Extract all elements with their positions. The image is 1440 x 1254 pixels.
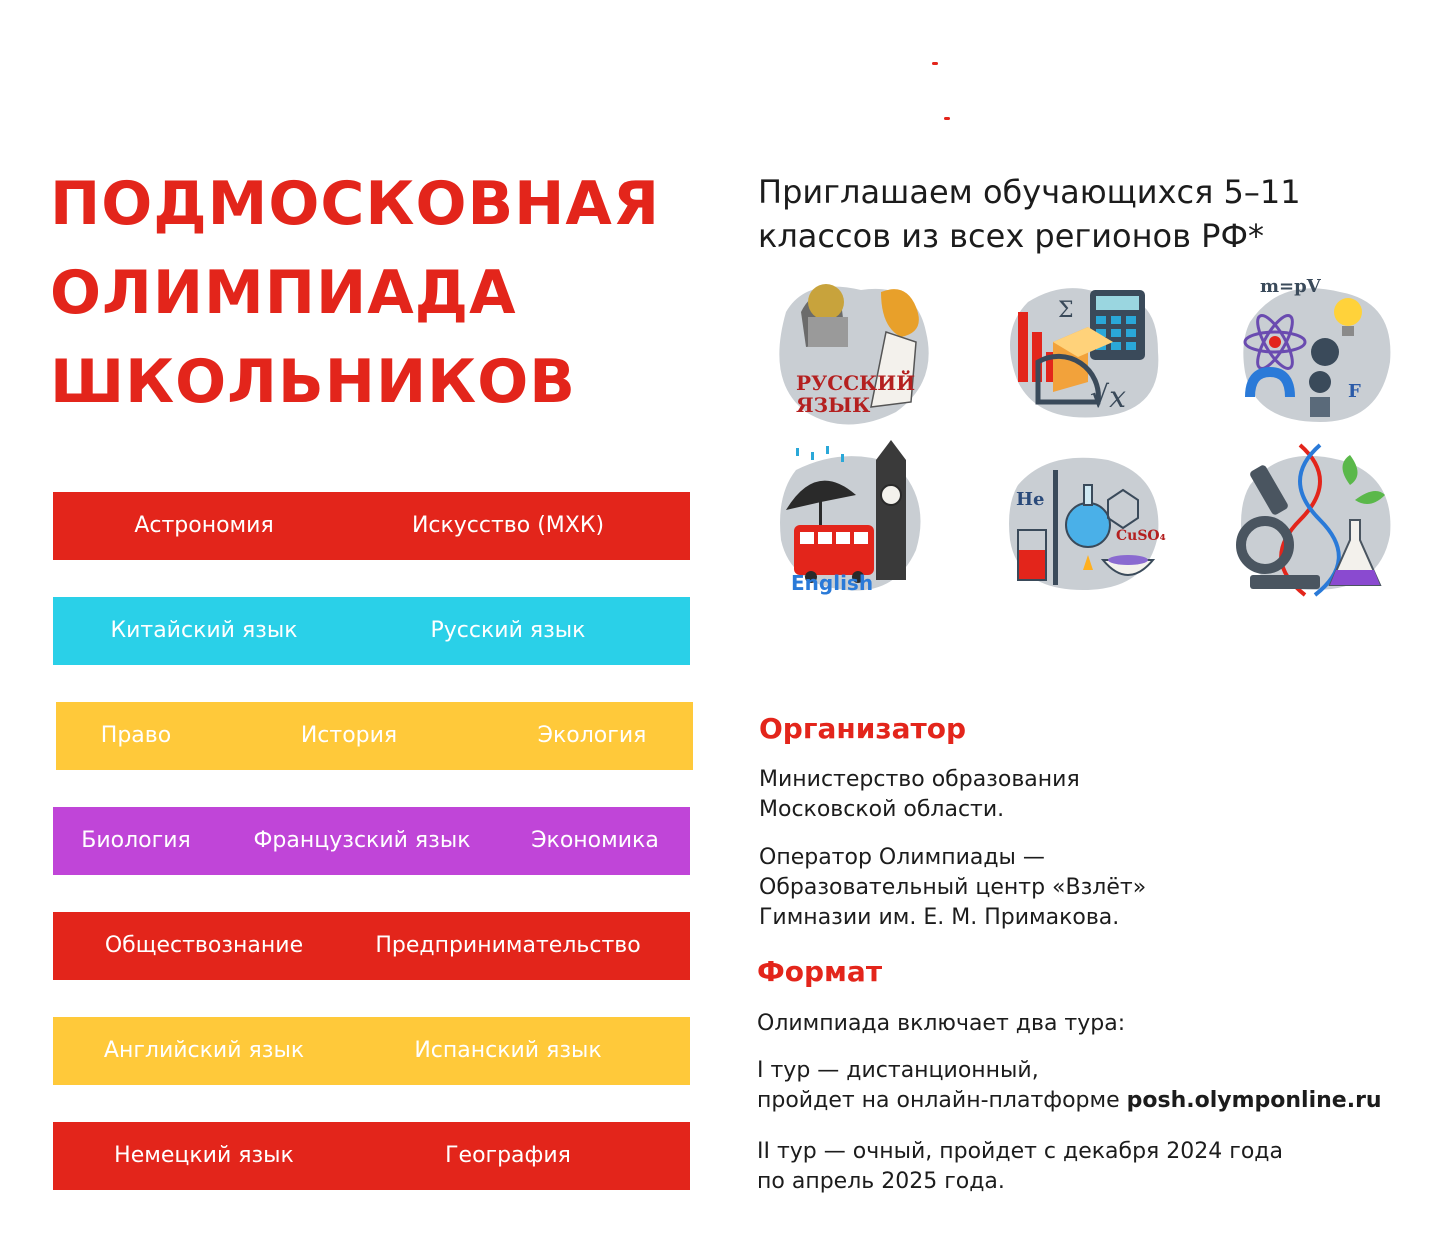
subject-label: Немецкий язык <box>114 1143 294 1168</box>
page-title <box>50 160 730 427</box>
subject-bar-2 <box>53 597 690 665</box>
subject-bar-7 <box>53 1122 690 1190</box>
subject-bar-6 <box>53 1017 690 1085</box>
subject-label: Экология <box>537 723 647 748</box>
subject-label: Экономика <box>531 828 659 853</box>
icon-text: English <box>791 571 874 595</box>
format-text: II тур — очный, пройдет с декабря 2024 года <box>757 1139 1283 1164</box>
subject-bar-5 <box>53 912 690 980</box>
organizer-text: Оператор Олимпиады — <box>759 845 1045 870</box>
icon-text: He <box>1016 489 1045 510</box>
decorative-dot <box>932 62 938 65</box>
physics-icon <box>1230 272 1400 432</box>
decorative-dot <box>944 117 950 120</box>
subject-label: Английский язык <box>103 1038 305 1063</box>
platform-link[interactable]: posh.olymponline.ru <box>1126 1088 1382 1113</box>
subject-label: Право <box>100 723 172 748</box>
invite-text <box>758 170 1398 258</box>
organizer-operator <box>759 843 1146 933</box>
organizer-text: Образовательный центр «Взлёт» <box>759 875 1147 900</box>
biology-icon <box>1230 440 1400 600</box>
organizer-text: Министерство образования <box>759 767 1080 792</box>
format-intro: Олимпиада включает два тура: <box>757 1011 1126 1036</box>
subject-label: География <box>445 1143 571 1168</box>
format-text: пройдет на онлайн-платформе <box>757 1088 1127 1113</box>
english-icon <box>766 440 936 600</box>
subject-label: Астрономия <box>134 513 274 538</box>
format-text: по апрель 2025 года. <box>757 1169 1005 1194</box>
subject-bar-4 <box>53 807 690 875</box>
icon-text: ЯЗЫК <box>796 393 871 417</box>
mathematics-icon <box>998 272 1168 432</box>
icon-text: m=pV <box>1260 276 1321 297</box>
subject-label: Предпринимательство <box>375 933 641 958</box>
icon-text: Σ <box>1058 298 1074 323</box>
subject-label: Испанский язык <box>414 1038 602 1063</box>
subject-label: История <box>300 723 398 748</box>
subject-bar-3 <box>56 702 693 770</box>
title-line: ОЛИМПИАДА <box>50 258 517 328</box>
subject-bar-1 <box>53 492 690 560</box>
invite-line: классов из всех регионов РФ* <box>758 217 1264 255</box>
subject-label: Биология <box>81 828 191 853</box>
invite-line: Приглашаем обучающихся 5–11 <box>758 173 1301 211</box>
icon-text: РУССКИЙ <box>796 371 916 395</box>
format-tour-1 <box>757 1056 1382 1116</box>
title-line: ПОДМОСКОВНАЯ <box>50 169 661 239</box>
subject-label: Французский язык <box>253 828 471 853</box>
subject-label: Русский язык <box>430 618 586 643</box>
organizer-text: Московской области. <box>759 797 1005 822</box>
title-line: ШКОЛЬНИКОВ <box>50 347 576 417</box>
russian-language-icon <box>766 272 936 432</box>
format-heading: Формат <box>757 955 883 988</box>
icon-text: CuSO₄ <box>1116 528 1166 544</box>
subject-label: Обществознание <box>104 933 304 958</box>
organizer-heading: Организатор <box>759 712 967 745</box>
subject-label: Искусство (МХК) <box>411 513 605 538</box>
icon-text: √x <box>1090 380 1127 415</box>
organizer-text: Гимназии им. Е. М. Примакова. <box>759 905 1120 930</box>
format-tour-2 <box>757 1137 1283 1197</box>
format-text: I тур — дистанционный, <box>757 1058 1039 1083</box>
subject-label: Китайский язык <box>110 618 298 643</box>
organizer-ministry <box>759 765 1080 825</box>
chemistry-icon <box>998 440 1168 600</box>
icon-text: F <box>1348 381 1361 402</box>
